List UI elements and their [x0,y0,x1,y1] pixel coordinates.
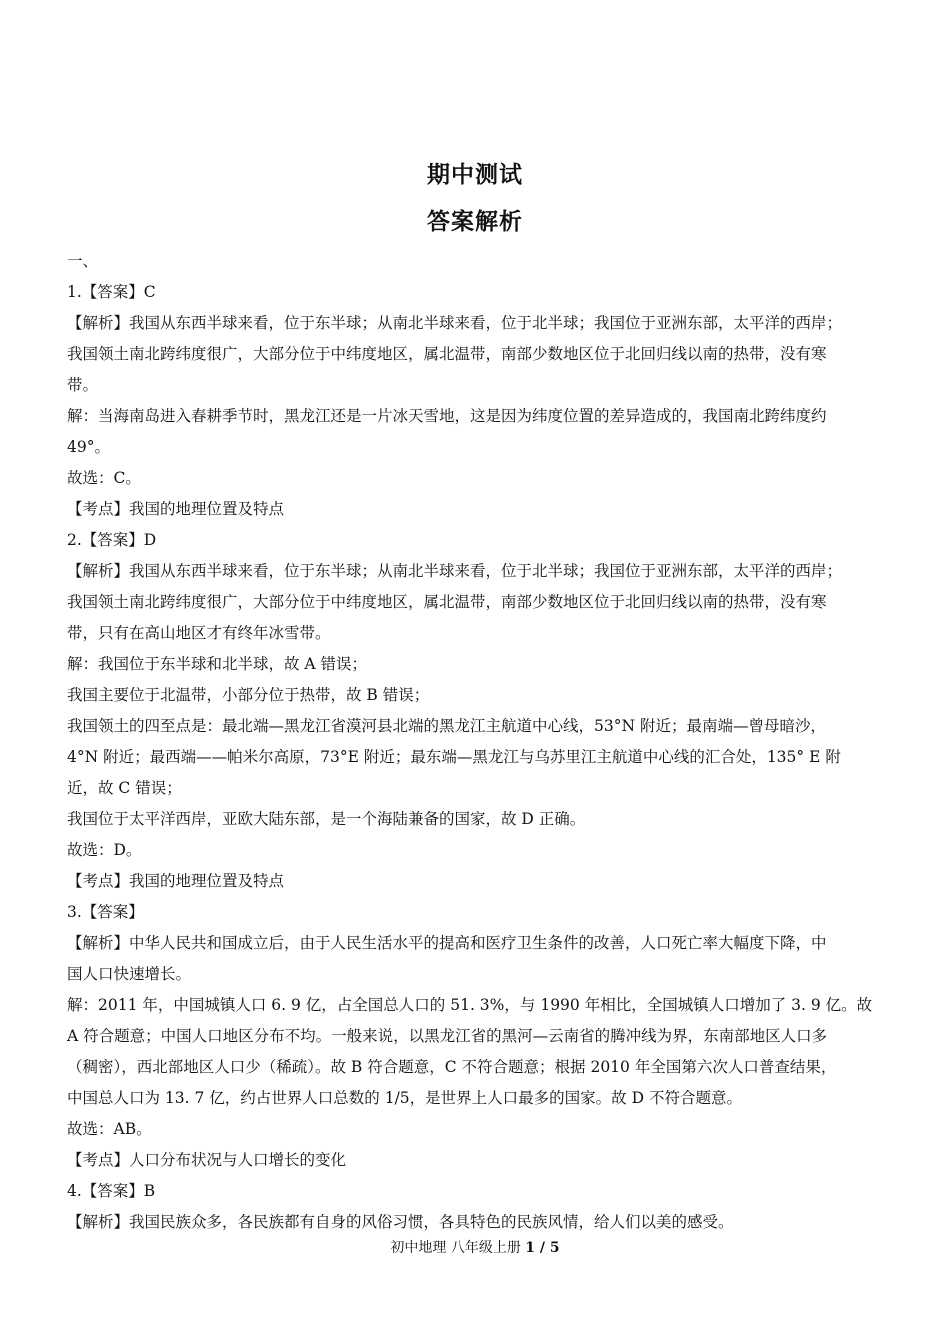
text-line: 带，只有在高山地区才有终年冰雪带。 [67,624,331,642]
text-line: 【考点】人口分布状况与人口增长的变化 [67,1151,347,1169]
text-line: 【考点】我国的地理位置及特点 [67,500,285,518]
page-number: 1 / 5 [525,1240,560,1256]
text-line: 解：2011 年，中国城镇人口 6. 9 亿，占全国总人口的 51. 3%，与 1990 年相比，全国城镇人口增加了 3. 9 亿。故 [67,996,873,1014]
answer-content [67,246,889,1238]
text-line: 【解析】我国从东西半球来看，位于东半球；从南北半球来看，位于北半球；我国位于亚洲东部，太平洋的西岸； [67,314,843,332]
text-line: 故选：D。 [67,841,142,859]
text-line: 【解析】中华人民共和国成立后，由于人民生活水平的提高和医疗卫生条件的改善，人口死亡率大幅度下降，中 [67,934,827,952]
text-line: 带。 [67,376,99,394]
text-line: 我国主要位于北温带，小部分位于热带，故 B 错误； [67,686,430,704]
text-line: 解：当海南岛进入春耕季节时，黑龙江还是一片冰天雪地，这是因为纬度位置的差异造成的，我国南北跨纬度约 [67,407,827,425]
text-line: 故选：AB。 [67,1120,152,1138]
text-line: 故选：C。 [67,469,141,487]
page-footer [0,1238,950,1258]
text-line: 解：我国位于东半球和北半球，故 A 错误； [67,655,368,673]
text-line: 49°。 [67,438,110,456]
answer-lines [67,277,889,1238]
text-line: 中国总人口为 13. 7 亿，约占世界人口总数的 1/5，是世界上人口最多的国家。故 D 不符合题意。 [67,1089,742,1107]
text-line: 4°N 附近；最西端——帕米尔高原，73°E 附近；最东端—黑龙江与乌苏里江主航道中心线的汇合处，135° E 附 [67,748,841,766]
text-line: 国人口快速增长。 [67,965,192,983]
text-line: 近，故 C 错误； [67,779,182,797]
footer-label: 初中地理 八年级上册 [390,1240,521,1256]
text-line: 【解析】我国从东西半球来看，位于东半球；从南北半球来看，位于北半球；我国位于亚洲东部，太平洋的西岸； [67,562,843,580]
text-line: 1.【答案】C [67,283,156,301]
page-title: 期中测试 [427,161,523,188]
text-line: 3.【答案】 [67,903,144,921]
page-subtitle: 答案解析 [427,208,523,235]
text-line: 我国领土南北跨纬度很广，大部分位于中纬度地区，属北温带，南部少数地区位于北回归线以南的热带，没有寒 [67,345,827,363]
text-line: （稠密），西北部地区人口少（稀疏）。故 B 符合题意，C 不符合题意；根据 2010 年全国第六次人口普查结果， [67,1058,837,1076]
section-heading: 一、 [67,252,99,270]
text-line: 【考点】我国的地理位置及特点 [67,872,285,890]
text-line: 4.【答案】B [67,1182,156,1200]
text-line: 我国领土的四至点是：最北端—黑龙江省漠河县北端的黑龙江主航道中心线，53°N 附近；最南端—曾母暗沙， [67,717,826,735]
text-line: 2.【答案】D [67,531,157,549]
text-line: A 符合题意；中国人口地区分布不均。一般来说，以黑龙江省的黑河—云南省的腾冲线为界，东南部地区人口多 [67,1027,828,1045]
text-line: 我国位于太平洋西岸，亚欧大陆东部，是一个海陆兼备的国家，故 D 正确。 [67,810,586,828]
text-line: 我国领土南北跨纬度很广，大部分位于中纬度地区，属北温带，南部少数地区位于北回归线以南的热带，没有寒 [67,593,827,611]
text-line: 【解析】我国民族众多，各民族都有自身的风俗习惯，各具特色的民族风情，给人们以美的感受。 [67,1213,734,1231]
